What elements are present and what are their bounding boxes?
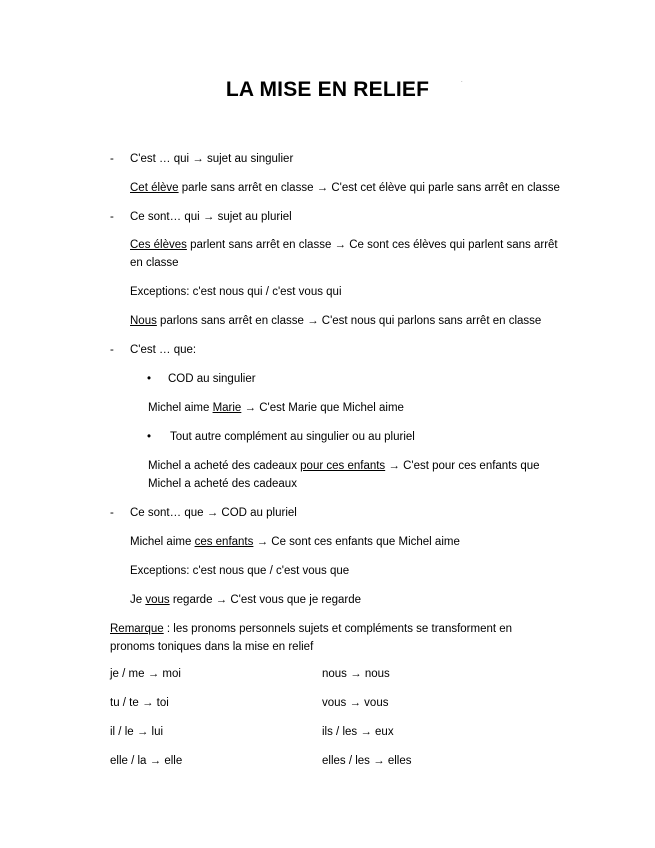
example-text: Michel aime <box>130 536 195 548</box>
bullet-icon: • <box>147 431 152 443</box>
pronoun-left: elle / la → elle <box>110 755 183 767</box>
section-2-example <box>130 236 570 272</box>
underlined-subject: Nous <box>130 315 157 327</box>
example-text: → C'est Marie que Michel aime <box>241 402 404 414</box>
pronoun-right: vous → vous <box>322 697 389 709</box>
example-text: → C'est pour ces enfants que Michel a acheté des cadeaux <box>148 460 540 490</box>
bullet-icon: • <box>147 373 152 385</box>
underlined-cod: vous <box>145 594 170 606</box>
example-text: Michel aime <box>148 402 213 414</box>
pronoun-left: tu / te → toi <box>110 697 169 709</box>
pronoun-left: je / me → moi <box>110 668 181 680</box>
pronoun-right: nous → nous <box>322 668 390 680</box>
underlined-subject: Ces élèves <box>130 239 187 251</box>
section-4-heading: Ce sont… que → COD au pluriel <box>130 507 297 519</box>
section-4-exceptions: Exceptions: c'est nous que / c'est vous que <box>130 565 350 577</box>
underlined-cod: Marie <box>212 402 242 414</box>
section-1-example <box>130 179 560 197</box>
section-4-example <box>130 533 460 551</box>
list-dash: - <box>110 211 114 223</box>
remarque-paragraph <box>110 620 550 656</box>
section-3-bullet-2: Tout autre complément au singulier ou au pluriel <box>170 431 415 443</box>
example-text: regarde → C'est vous que je regarde <box>169 594 362 606</box>
example-text: parlent sans arrêt en classe → Ce sont ces élèves qui parlent sans arrêt en classe <box>130 239 558 269</box>
section-3-heading: C'est … que: <box>130 344 197 356</box>
section-2-heading: Ce sont… qui → sujet au pluriel <box>130 211 292 223</box>
underlined-complement: pour ces enfants <box>300 460 386 472</box>
underlined-subject: Cet élève <box>130 182 179 194</box>
example-text: parle sans arrêt en classe → C'est cet élève qui parle sans arrêt en classe <box>178 182 560 194</box>
example-text: → Ce sont ces enfants que Michel aime <box>253 536 460 548</box>
list-dash: - <box>110 153 114 165</box>
section-2-exceptions: Exceptions: c'est nous qui / c'est vous qui <box>130 286 342 298</box>
page-title: LA MISE EN RELIEF <box>225 78 430 101</box>
pronoun-right: ils / les → eux <box>322 726 394 738</box>
example-text: Je <box>130 594 146 606</box>
section-3-bullet-1: COD au singulier <box>168 373 256 385</box>
section-3-example-1 <box>148 399 404 417</box>
remarque-label: Remarque <box>110 623 164 635</box>
list-dash: - <box>110 344 114 356</box>
list-dash: - <box>110 507 114 519</box>
section-1-heading: C'est … qui → sujet au singulier <box>130 153 294 165</box>
example-text: parlons sans arrêt en classe → C'est nous qui parlons sans arrêt en classe <box>156 315 542 327</box>
underlined-cod: ces enfants <box>194 536 254 548</box>
example-text: Michel a acheté des cadeaux <box>148 460 301 472</box>
section-2-example-2 <box>130 312 541 330</box>
pronoun-left: il / le → lui <box>110 726 164 738</box>
pronoun-right: elles / les → elles <box>322 755 412 767</box>
section-3-example-2 <box>148 457 568 493</box>
stray-mark: . <box>461 78 463 84</box>
section-4-example-2 <box>130 591 361 609</box>
remarque-text: : les pronoms personnels sujets et compléments se transforment en pronoms toniques dans la mise en relief <box>110 623 513 653</box>
